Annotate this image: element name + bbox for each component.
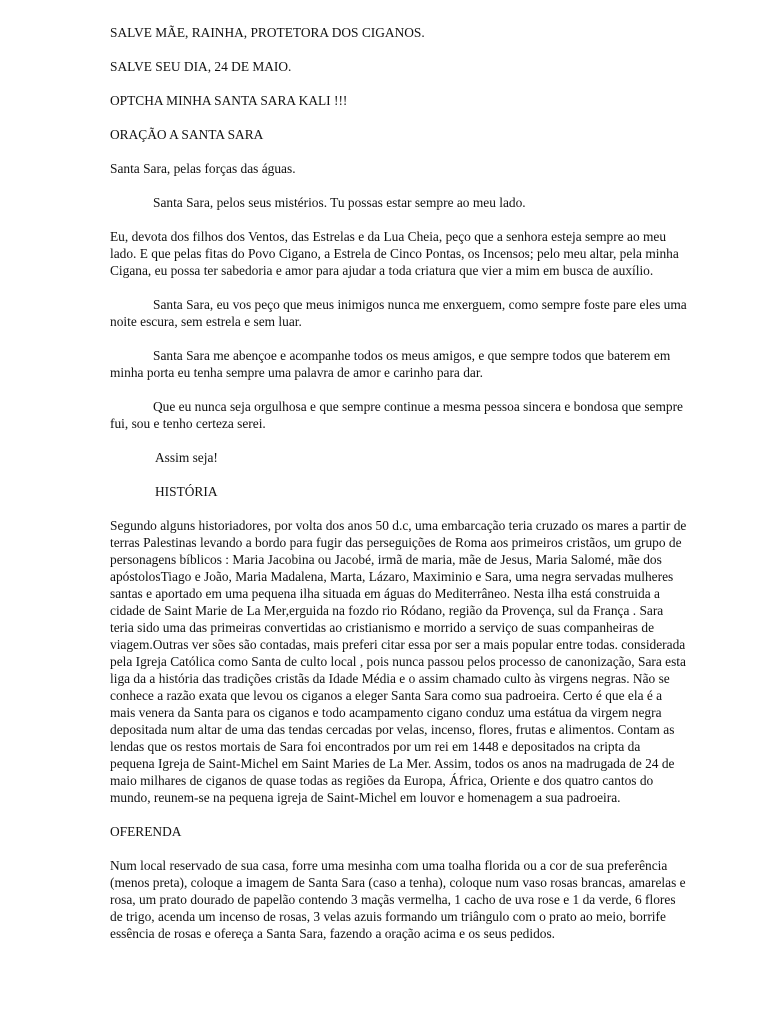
section-title-historia: HISTÓRIA [155, 484, 218, 499]
heading-salve-dia: SALVE SEU DIA, 24 DE MAIO. [110, 59, 292, 74]
heading-salve-mae: SALVE MÃE, RAINHA, PROTETORA DOS CIGANOS. [110, 25, 425, 40]
document-page [110, 24, 688, 942]
prayer-line-2: Santa Sara, pelos seus mistérios. Tu possas estar sempre ao meu lado. [153, 195, 526, 210]
section-title-oferenda: OFERENDA [110, 824, 182, 839]
prayer-paragraph-3: Santa Sara me abençoe e acompanhe todos os meus amigos, e que sempre todos que baterem em minha porta eu tenha sempre uma palavra de amor e carinho para dar. [110, 348, 671, 380]
historia-paragraph: Segundo alguns historiadores, por volta dos anos 50 d.c, uma embarcação teria cruzado os mares a partir de terras Palestinas levando a bordo para fugir das perseguições de Roma aos primeiros cristãos, um grupo de personagens bíblicos : Maria Jacobina ou Jacobé, irmã de maria, mãe de Jesus, Maria Salomé, mãe dos apóstolosTiago e João, Maria Madalena, Marta, Lázaro, Maximinio e Sara, uma negra servadas mulheres santas e aportado em uma pequena ilha situada em águas do Mediterrâneo. Nesta ilha está construida a cidade de Saint Marie de La Mer,erguida na fozdo rio Ródano, região da Provença, sul da França . Sara teria sido uma das primeiras convertidas ao cristianismo e morrido a serviço de suas companheiras de viagem.Outras ver sões são contadas, mais preferi citar essa por ser a mais popular entre todas. considerada pela Igreja Católica como Santa de culto local , pois nunca passou pelos processo de canonização, Sara esta liga da a história das tradições cristãs da Idade Média e o assim chamado culto às virgens negras. Não se conhece a razão exata que levou os ciganos a eleger Santa Sara como sua padroeira. Certo é que ela é a mais venera da Santa para os ciganos e todo acampamento cigano conduz uma estátua da virgem negra depositada num altar de uma das tendas cercadas por velas, incenso, flores, frutas e alimentos. Contam as lendas que os restos mortais de Sara foi encontrados por um rei em 1448 e depositados na cripta da pequena Igreja de Saint-Michel em Saint Maries de La Mer. Assim, todos os anos na madrugada de 24 de maio milhares de ciganos de quase todas as regiões da Europa, África, Oriente e dos quatro cantos do mundo, reunem-se na pequena igreja de Saint-Michel em louvor e homenagem a sua padroeira. [110, 518, 687, 805]
prayer-line-1: Santa Sara, pelas forças das águas. [110, 161, 296, 176]
heading-oracao: ORAÇÃO A SANTA SARA [110, 127, 264, 142]
heading-optcha: OPTCHA MINHA SANTA SARA KALI !!! [110, 93, 348, 108]
prayer-paragraph-2: Santa Sara, eu vos peço que meus inimigos nunca me enxerguem, como sempre foste pare eles uma noite escura, sem estrela e sem luar. [110, 297, 687, 329]
oferenda-paragraph: Num local reservado de sua casa, forre uma mesinha com uma toalha florida ou a cor de sua preferência (menos preta), coloque a imagem de Santa Sara (caso a tenha), coloque num vaso rosas brancas, amarelas e rosa, um prato dourado de papelão contendo 3 maçãs vermelha, 1 cacho de uva rose e 1 da verde, 6 flores de trigo, acenda um incenso de rosas, 3 velas azuis formando um triângulo com o prato ao meio, borrife essência de rosas e ofereça a Santa Sara, fazendo a oração acima e os seus pedidos. [110, 858, 686, 941]
prayer-paragraph-1: Eu, devota dos filhos dos Ventos, das Estrelas e da Lua Cheia, peço que a senhora esteja sempre ao meu lado. E que pelas fitas do Povo Cigano, a Estrela de Cinco Pontas, os Incensos; pelo meu altar, pela minha Cigana, eu possa ter sabedoria e amor para ajudar a toda criatura que vier a mim em busca de auxílio. [110, 229, 679, 278]
prayer-paragraph-4: Que eu nunca seja orgulhosa e que sempre continue a mesma pessoa sincera e bondosa que sempre fui, sou e tenho certeza serei. [110, 399, 683, 431]
prayer-closing: Assim seja! [155, 450, 218, 465]
